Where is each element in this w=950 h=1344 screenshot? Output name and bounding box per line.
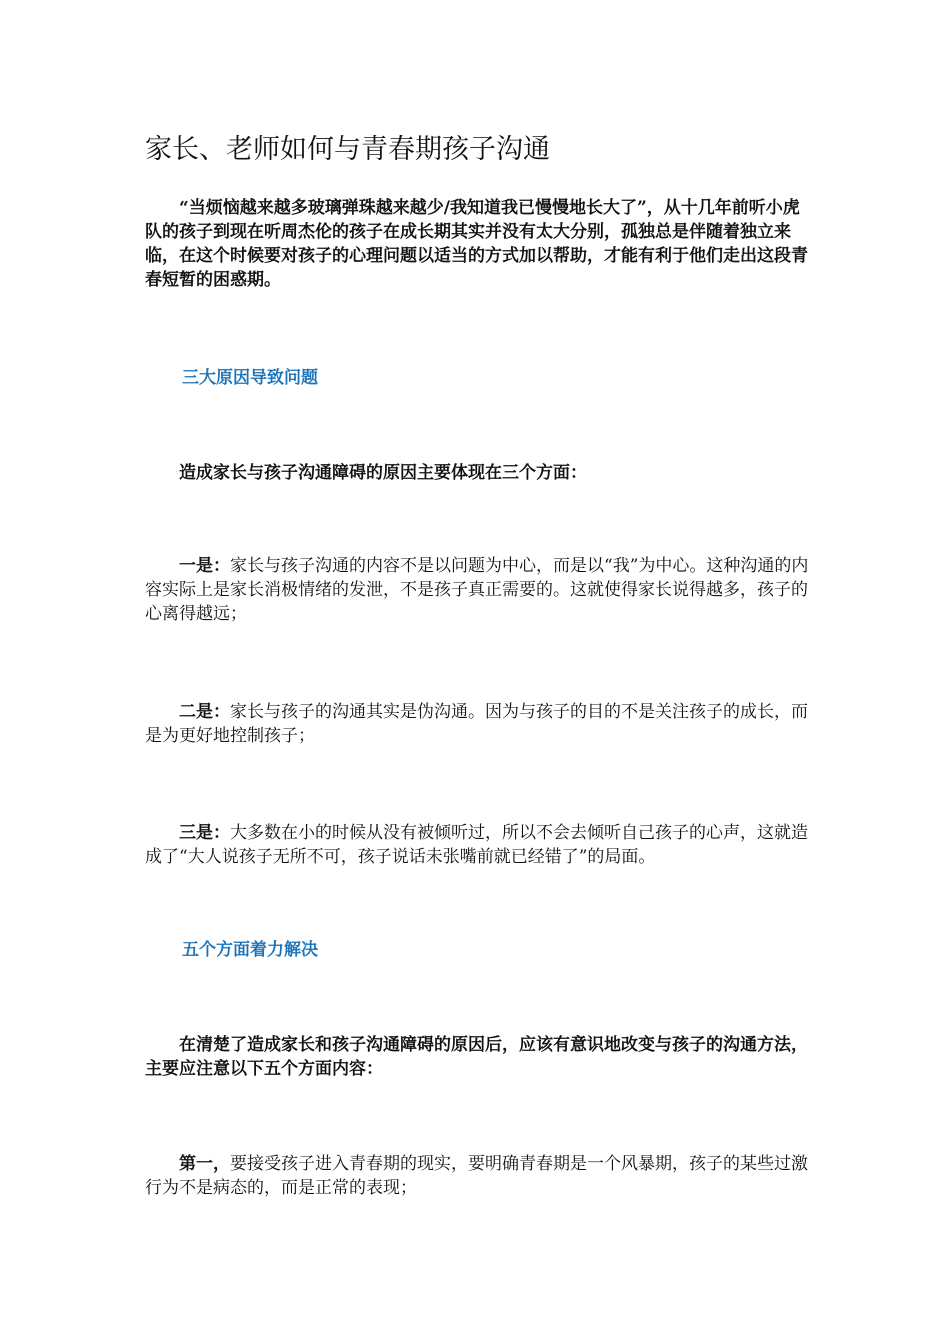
- solutions-summary: 在清楚了造成家长和孩子沟通障碍的原因后，应该有意识地改变与孩子的沟通方法，主要应注意以下五个方面内容：: [145, 1035, 808, 1079]
- causes-summary: 造成家长与孩子沟通障碍的原因主要体现在三个方面：: [179, 463, 587, 483]
- cause-point-3-lead: 三是：: [179, 823, 230, 843]
- section-heading-causes: 三大原因导致问题: [182, 368, 318, 388]
- solution-point-1-text: 要接受孩子进入青春期的现实，要明确青春期是一个风暴期，孩子的某些过激行为不是病态的，而是正常的表现；: [145, 1154, 808, 1198]
- intro-paragraph: “当烦恼越来越多玻璃弹珠越来越少/我知道我已慢慢地长大了”，从十几年前听小虎队的孩子到现在听周杰伦的孩子在成长期其实并没有太大分别，孤独总是伴随着独立来临，在这个时候要对孩子的心理问题以适当的方式加以帮助，才能有利于他们走出这段青春短暂的困惑期。: [145, 198, 808, 290]
- cause-point-3-text: 大多数在小的时候从没有被倾听过，所以不会去倾听自己孩子的心声，这就造成了“大人说孩子无所不可，孩子说话未张嘴前就已经错了”的局面。: [145, 823, 808, 867]
- cause-point-2-lead: 二是：: [179, 702, 230, 722]
- cause-point-1-lead: 一是：: [179, 556, 230, 576]
- document-title: 家长、老师如何与青春期孩子沟通: [145, 134, 550, 165]
- cause-point-2: [145, 700, 810, 748]
- cause-point-1: [145, 554, 810, 626]
- cause-point-2-text: 家长与孩子的沟通其实是伪沟通。因为与孩子的目的不是关注孩子的成长，而是为更好地控制孩子；: [145, 702, 808, 746]
- cause-point-3: [145, 821, 810, 869]
- solution-point-1-lead: 第一，: [179, 1154, 230, 1174]
- section-heading-solutions: 五个方面着力解决: [182, 940, 318, 960]
- cause-point-1-text: 家长与孩子沟通的内容不是以问题为中心，而是以“我”为中心。这种沟通的内容实际上是家长消极情绪的发泄，不是孩子真正需要的。这就使得家长说得越多，孩子的心离得越远；: [145, 556, 809, 624]
- solution-point-1: [145, 1152, 810, 1200]
